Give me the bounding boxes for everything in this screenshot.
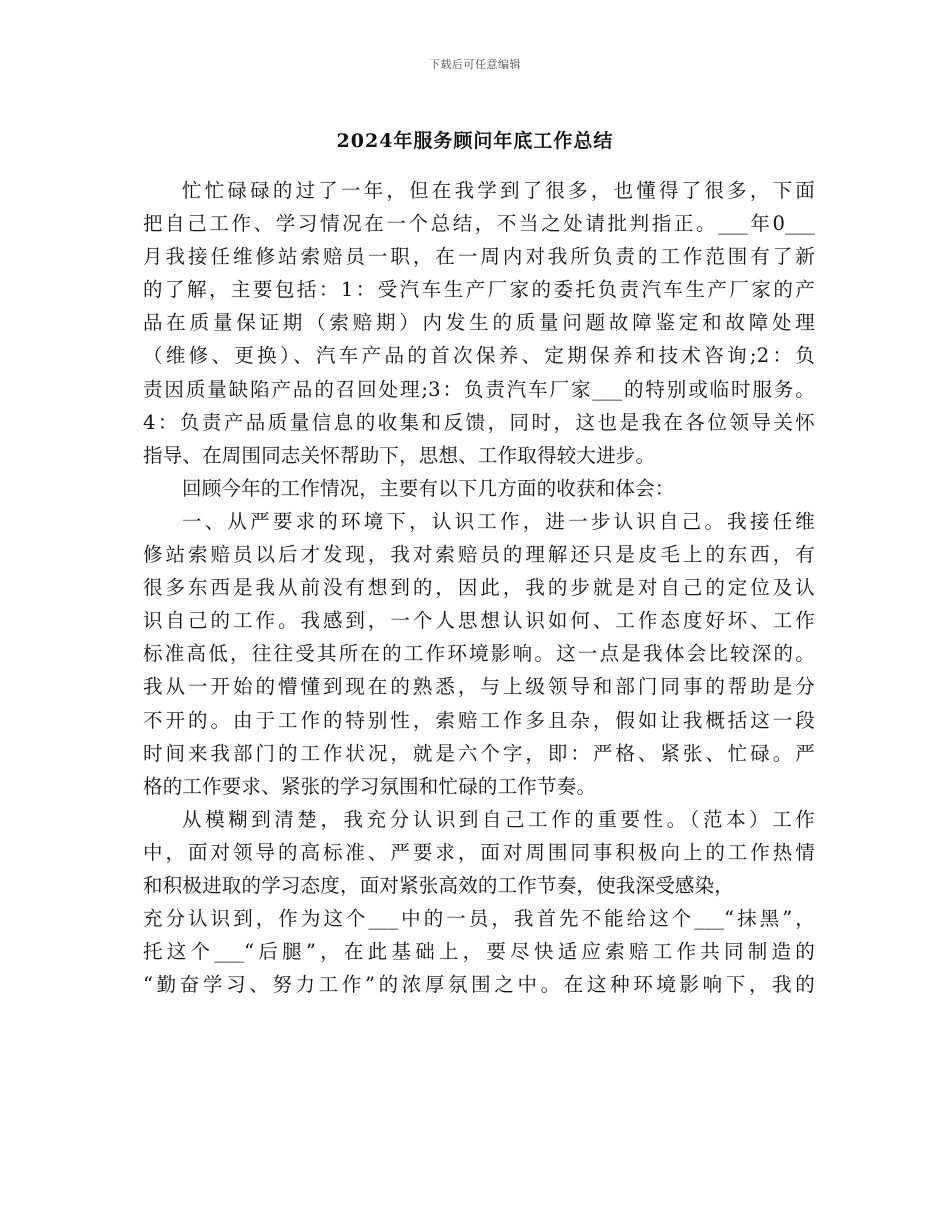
body-line: 时间来我部门的工作状况，就是六个字，即：严格、紧张、忙碌。严 bbox=[143, 741, 815, 765]
body-line: 回顾今年的工作情况，主要有以下几方面的收获和体会： bbox=[182, 476, 675, 500]
body-line: 的了解，主要包括：1：受汽车生产厂家的委托负责汽车生产厂家的产 bbox=[143, 278, 815, 302]
body-line: 我从一开始的懵懂到现在的熟悉，与上级领导和部门同事的帮助是分 bbox=[143, 675, 815, 699]
body-line: 和积极进取的学习态度，面对紧张高效的工作节奏，使我深受感染， bbox=[143, 873, 735, 897]
body-line: 标准高低，往往受其所在的工作环境影响。这一点是我体会比较深的。 bbox=[143, 642, 815, 666]
body-line: 责因质量缺陷产品的召回处理;3：负责汽车厂家___的特别或临时服务。 bbox=[143, 377, 815, 401]
body-line: 从模糊到清楚，我充分认识到自己工作的重要性。（范本）工作 bbox=[182, 807, 815, 831]
body-line: 指导、在周围同志关怀帮助下，思想、工作取得较大进步。 bbox=[143, 443, 656, 467]
body-line: 把自己工作、学习情况在一个总结，不当之处请批判指正。___年0___ bbox=[143, 212, 815, 236]
page-header: 下载后可任意编辑 bbox=[429, 58, 521, 71]
body-line: 识自己的工作。我感到，一个人思想认识如何、工作态度好坏、工作 bbox=[143, 609, 815, 633]
body-line: （维修、更换）、汽车产品的首次保养、定期保养和技术咨询;2：负 bbox=[143, 344, 815, 368]
body-line: 托这个___“后腿”，在此基础上，要尽快适应索赔工作共同制造的 bbox=[143, 940, 815, 964]
body-line: 一、从严要求的环境下，认识工作，进一步认识自己。我接任维 bbox=[182, 509, 815, 533]
body-line: 中，面对领导的高标准、严要求，面对周围同事积极向上的工作热情 bbox=[143, 840, 815, 864]
body-line: 月我接任维修站索赔员一职，在一周内对我所负责的工作范围有了新 bbox=[143, 245, 815, 269]
body-line: 充分认识到，作为这个___中的一员，我首先不能给这个___“抹黑”， bbox=[143, 907, 815, 931]
body-line: “勤奋学习、努力工作”的浓厚氛围之中。在这种环境影响下，我的 bbox=[143, 973, 815, 997]
body-line: 忙忙碌碌的过了一年，但在我学到了很多，也懂得了很多，下面 bbox=[182, 179, 815, 202]
body-line: 格的工作要求、紧张的学习氛围和忙碌的工作节奏。 bbox=[143, 774, 597, 798]
body-line: 很多东西是我从前没有想到的，因此，我的步就是对自己的定位及认 bbox=[143, 576, 815, 600]
body-line: 4：负责产品质量信息的收集和反馈，同时，这也是我在各位领导关怀 bbox=[143, 410, 815, 434]
body-line: 不开的。由于工作的特别性，索赔工作多且杂，假如让我概括这一段 bbox=[143, 708, 815, 732]
document-title: 2024年服务顾问年底工作总结 bbox=[336, 130, 614, 152]
body-line: 品在质量保证期（索赔期）内发生的质量问题故障鉴定和故障处理 bbox=[143, 311, 815, 335]
body-line: 修站索赔员以后才发现，我对索赔员的理解还只是皮毛上的东西，有 bbox=[143, 543, 815, 567]
document-body bbox=[143, 174, 815, 1001]
